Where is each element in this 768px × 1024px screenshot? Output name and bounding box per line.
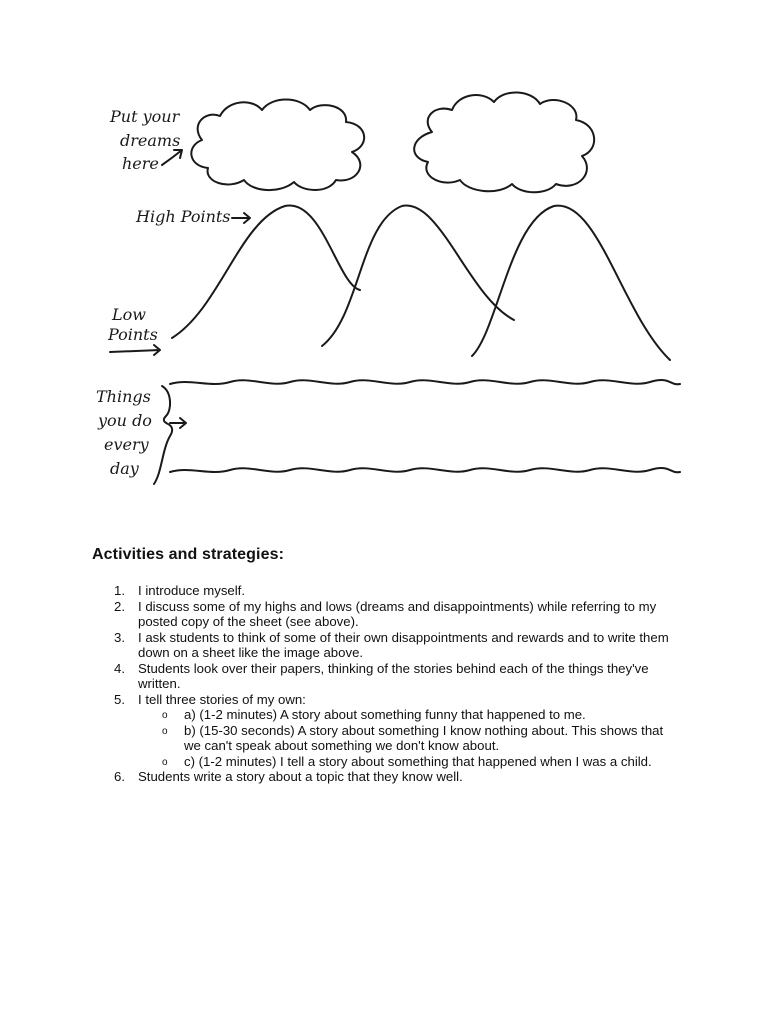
list-item [92,583,682,599]
step-text: I discuss some of my highs and lows (dreams and disappointments) while referring to my posted copy of the sheet (see above). [138,598,657,629]
dreams-label [109,107,181,173]
section-heading: Activities and strategies: [92,546,284,563]
step-number: 4. [114,660,125,676]
step-text: I tell three stories of my own: [138,691,306,707]
substeps-list [138,707,682,769]
everyday-top-wave [170,380,680,384]
step-text: Students write a story about a topic that they know well. [138,769,463,784]
high-points-label: High Points [136,207,231,226]
everyday-brace-icon [154,386,172,484]
mountain-curve-2 [322,206,514,346]
step-number: 6. [114,769,125,784]
step-text: Students look over their papers, thinking of the stories behind each of the things they've written. [138,660,649,691]
list-item [92,692,682,770]
low-points-label-line-2: Points [108,325,158,344]
right-cloud-icon [414,92,594,192]
high-points-arrow-icon [232,213,250,223]
step-number: 1. [114,583,125,598]
steps-list [92,583,682,785]
everyday-label-line-4: day [110,459,139,478]
substep-text: a) (1-2 minutes) A story about something funny that happened to me. [184,707,586,722]
worksheet-sketch [90,80,690,500]
everyday-bottom-wave [170,468,680,472]
sub-list-item [138,707,682,723]
everyday-label [96,387,152,478]
list-item [92,630,682,661]
bullet-icon: o [162,725,168,737]
low-points-arrow-icon [110,345,160,355]
everyday-label-line-1: Things [96,387,151,406]
mountain-curve-3 [472,206,670,360]
everyday-label-line-3: every [104,435,149,454]
substep-text: c) (1-2 minutes) I tell a story about something that happened when I was a child. [184,753,652,769]
bullet-icon: o [162,756,168,768]
list-item [92,599,682,630]
everyday-arrow-icon [170,418,186,428]
list-item [92,769,682,785]
sub-list-item [138,754,682,770]
step-text: I ask students to think of some of their own disappointments and rewards and to write them down on a sheet like the image above. [138,629,669,660]
step-number: 3. [114,629,125,645]
step-text: I introduce myself. [138,583,246,598]
step-number: 2. [114,598,125,614]
dreams-label-line-2: dreams [120,131,181,150]
step-number: 5. [114,691,125,707]
list-item [92,661,682,692]
dreams-label-line-3: here [122,154,159,173]
sub-list-item [138,723,682,754]
low-points-label [107,305,158,344]
dreams-label-line-1: Put your [110,107,180,126]
dreams-arrow-icon [162,150,182,165]
substep-text: b) (15-30 seconds) A story about something I know nothing about. This shows that we can't speak about something we don't know about. [184,722,664,753]
everyday-label-line-2: you do [98,411,152,430]
low-points-label-line-1: Low [112,305,146,324]
left-cloud-icon [191,100,364,191]
bullet-icon: o [162,710,168,721]
